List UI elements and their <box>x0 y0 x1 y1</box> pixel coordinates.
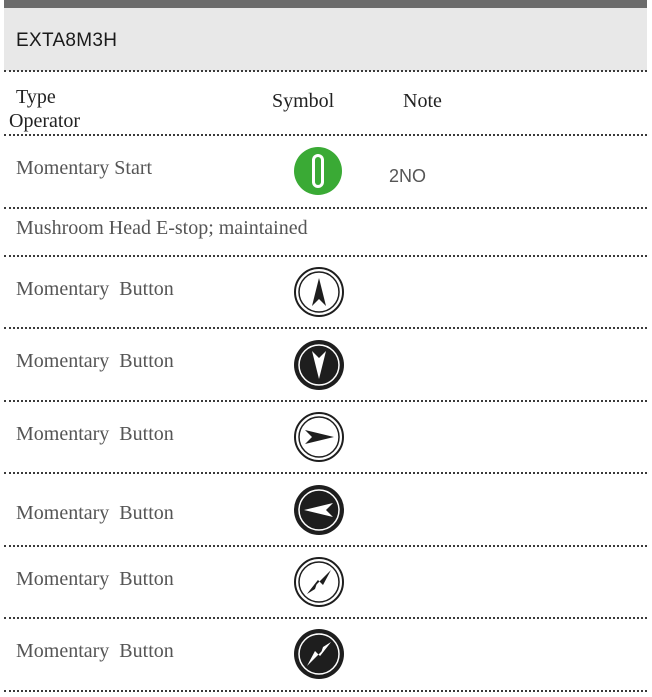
divider <box>4 472 647 474</box>
row-type-button: Momentary Button <box>16 640 174 662</box>
arrow-up-right-filled-icon <box>293 628 345 685</box>
divider <box>4 617 647 619</box>
row-type-button: Momentary Button <box>16 423 174 445</box>
arrow-down-left-outline-icon <box>293 556 345 613</box>
column-header-symbol: Symbol <box>272 90 335 112</box>
product-code-title: EXTA8M3H <box>16 30 118 51</box>
arrow-right-outline-icon <box>293 411 345 468</box>
row-type-estop: Mushroom Head E-stop; maintained <box>16 217 308 239</box>
divider <box>4 134 647 136</box>
divider <box>4 545 647 547</box>
row-type-button: Momentary Button <box>16 568 174 590</box>
divider <box>4 70 647 72</box>
row-type-momentary-start: Momentary Start <box>16 157 153 179</box>
arrow-up-outline-icon <box>293 266 345 323</box>
column-header-note: Note <box>403 90 442 112</box>
column-header-type: Type <box>16 86 56 108</box>
row-type-button: Momentary Button <box>16 350 174 372</box>
arrow-down-filled-icon <box>293 339 345 396</box>
divider <box>4 327 647 329</box>
divider <box>4 255 647 257</box>
divider <box>4 400 647 402</box>
row-type-button: Momentary Button <box>16 502 174 524</box>
divider <box>4 690 647 692</box>
title-band <box>4 8 647 71</box>
top-border <box>4 0 647 8</box>
row-type-button: Momentary Button <box>16 278 174 300</box>
arrow-left-filled-icon <box>293 484 345 541</box>
column-header-operator: Operator <box>9 110 81 132</box>
divider <box>4 207 647 209</box>
row-note: 2NO <box>389 166 427 186</box>
green-start-button-icon <box>292 145 344 202</box>
product-table <box>4 0 647 697</box>
